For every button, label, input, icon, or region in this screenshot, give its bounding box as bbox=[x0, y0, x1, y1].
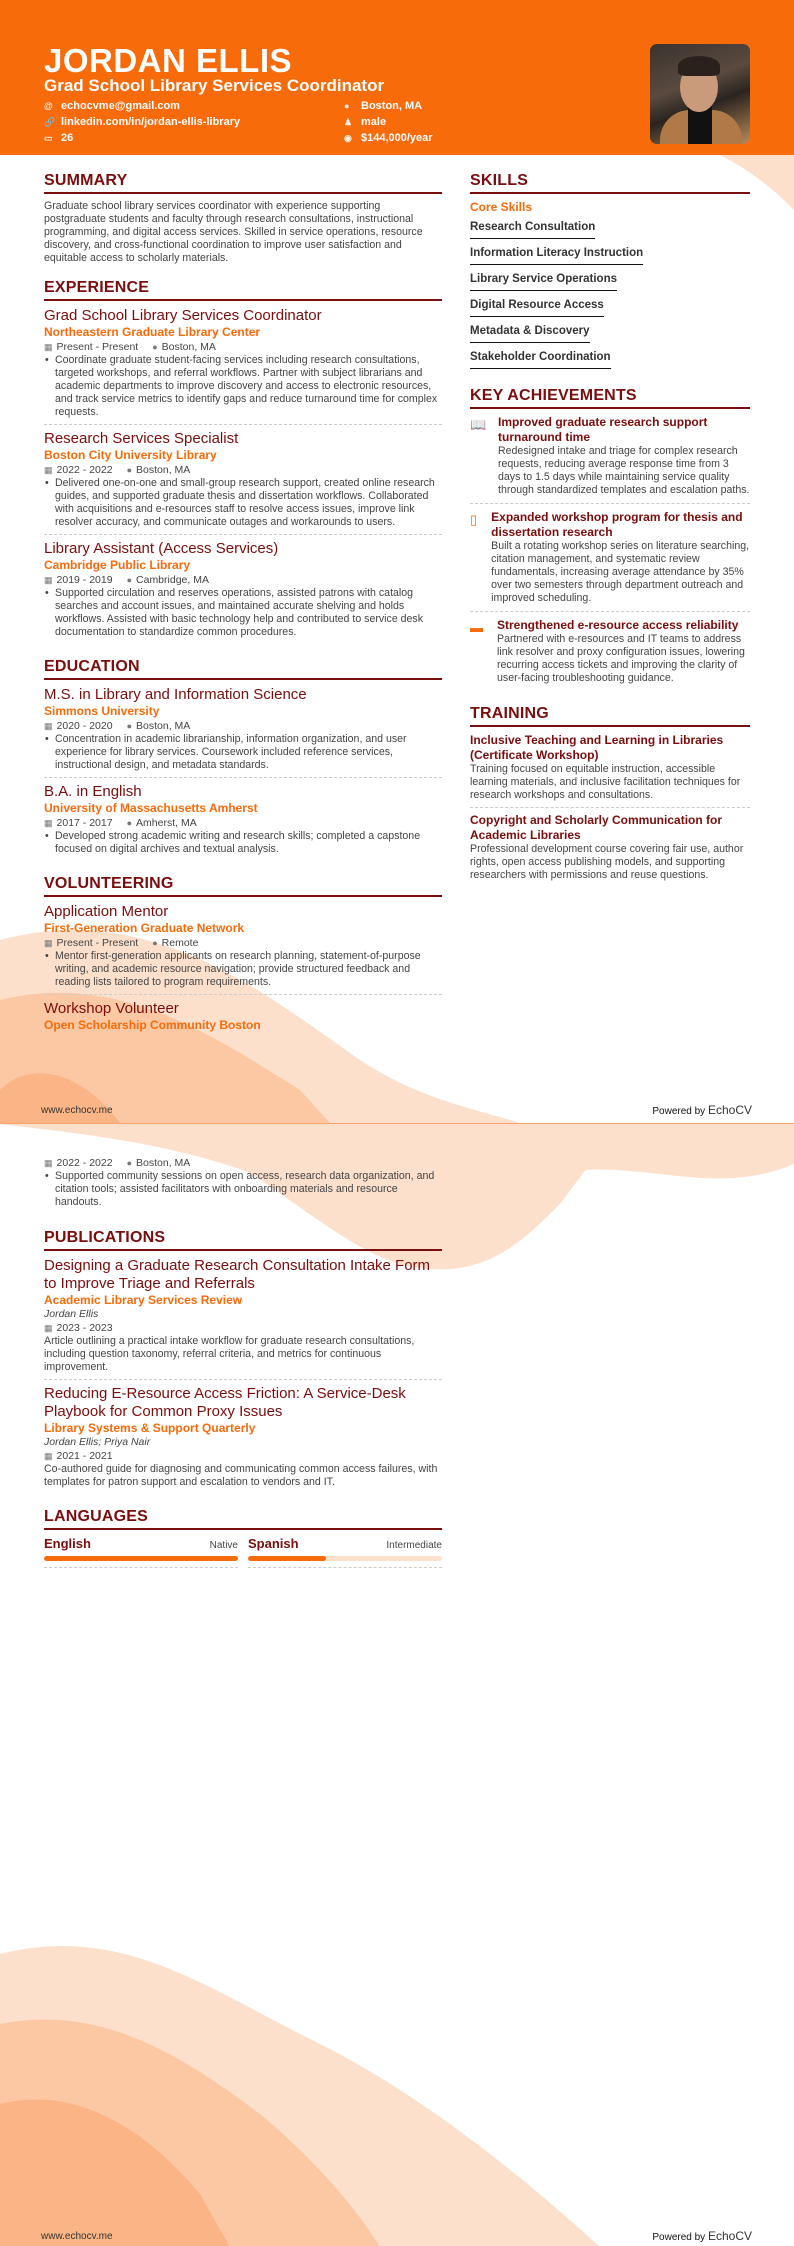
dates: 2020 - 2020 bbox=[56, 720, 113, 732]
training-section bbox=[470, 705, 750, 887]
location-pin-icon: ● bbox=[152, 342, 158, 352]
dates: 2019 - 2019 bbox=[56, 574, 113, 586]
right-column bbox=[470, 172, 750, 901]
bullet: • Mentor first-generation applicants on research planning, statement-of-purpose writing, and academic resource navigation; provide structured feedback and reading lists tailored to program requirements. bbox=[44, 950, 442, 989]
location: Boston, MA bbox=[136, 720, 191, 732]
volunteering-continued bbox=[44, 1156, 442, 1209]
language-name: English bbox=[44, 1536, 91, 1551]
skill-category: Core Skills bbox=[470, 200, 533, 214]
publisher: Library Systems & Support Quarterly bbox=[44, 1421, 256, 1435]
book-icon: 📖 bbox=[470, 417, 487, 432]
experience-item bbox=[44, 430, 442, 535]
location-pin-icon: ● bbox=[126, 1158, 133, 1168]
language-level: Intermediate bbox=[386, 1540, 442, 1551]
achievement-title: Expanded workshop program for thesis and dissertation research bbox=[491, 510, 743, 539]
dates: Present - Present bbox=[56, 341, 139, 353]
tablet-icon: ▯ bbox=[470, 512, 478, 527]
section-title: KEY ACHIEVEMENTS bbox=[470, 387, 750, 409]
left-column-continued bbox=[44, 1156, 442, 1582]
publisher: Academic Library Services Review bbox=[44, 1293, 243, 1307]
skill: Stakeholder Coordination bbox=[470, 349, 611, 369]
language-item bbox=[248, 1536, 442, 1568]
summary-section bbox=[44, 172, 442, 265]
education-item bbox=[44, 783, 442, 861]
organization: Open Scholarship Community Boston bbox=[44, 1018, 261, 1032]
organization: First-Generation Graduate Network bbox=[44, 921, 245, 935]
footer-site-link[interactable]: www.echocv.me bbox=[41, 2231, 113, 2242]
powered-by-text: Powered by bbox=[652, 2232, 706, 2243]
proficiency-fill bbox=[44, 1556, 238, 1561]
dates: 2017 - 2017 bbox=[56, 817, 113, 829]
skill: Research Consultation bbox=[470, 219, 595, 239]
degree: M.S. in Library and Information Science bbox=[44, 686, 307, 703]
publication-text: Article outlining a practical intake workflow for graduate research consultations, including question taxonomy, referral criteria, and metrics for continuous improvement. bbox=[44, 1335, 415, 1373]
candidate-title: Grad School Library Services Coordinator bbox=[44, 76, 385, 95]
skill: Library Service Operations bbox=[470, 271, 617, 291]
publication-title: Designing a Graduate Research Consultation Intake Form to Improve Triage and Referrals bbox=[44, 1257, 431, 1292]
language-item bbox=[44, 1536, 238, 1568]
location-pin-icon: ● bbox=[126, 721, 133, 731]
bullet: • Supported community sessions on open access, research data organization, and citation tools; assisted facilitators with onboarding materials and resource handouts. bbox=[44, 1170, 442, 1209]
linkedin[interactable] bbox=[44, 116, 240, 128]
proficiency-bar bbox=[44, 1556, 238, 1561]
location-pin-icon: ● bbox=[126, 575, 133, 585]
calendar-icon: ▦ bbox=[44, 1323, 53, 1333]
bullet: • Coordinate graduate student-facing services including research consultations, targeted workshops, and referral workflows. Partner with subject librarians and academic departments to improve discovery and access to electronic resources, and track service metrics to identify gaps and reduce turnaround time for complex requests. bbox=[44, 354, 442, 419]
publication-title: Reducing E-Resource Access Friction: A Service-Desk Playbook for Common Proxy Issues bbox=[44, 1385, 406, 1420]
calendar-icon: ▦ bbox=[44, 721, 53, 731]
location: Boston, MA bbox=[136, 1157, 191, 1169]
footer-powered-by[interactable] bbox=[652, 2229, 752, 2243]
calendar-icon: ▦ bbox=[44, 575, 53, 585]
volunteer-role: Workshop Volunteer bbox=[44, 1000, 179, 1017]
footer-powered-by[interactable] bbox=[652, 1103, 752, 1117]
volunteering-section bbox=[44, 875, 442, 1038]
archive-icon: ▬ bbox=[470, 620, 483, 635]
job-title: Library Assistant (Access Services) bbox=[44, 540, 279, 557]
brand-name: EchoCV bbox=[707, 1103, 752, 1117]
authors: Jordan Ellis bbox=[44, 1308, 99, 1320]
person-icon: ♟ bbox=[344, 116, 353, 127]
email[interactable] bbox=[44, 100, 180, 112]
volunteering-item bbox=[44, 903, 442, 995]
section-title: LANGUAGES bbox=[44, 1508, 442, 1530]
calendar-icon: ▦ bbox=[44, 818, 53, 828]
job-title: Research Services Specialist bbox=[44, 430, 239, 447]
skill: Information Literacy Instruction bbox=[470, 245, 643, 265]
calendar-icon: ▦ bbox=[44, 1158, 53, 1168]
volunteering-item bbox=[44, 1000, 442, 1038]
proficiency-fill bbox=[248, 1556, 326, 1561]
achievement-text: Redesigned intake and triage for complex research requests, reducing average response time from 3 days to 1.5 days while maintaining service quality through standardized templates and escalation paths. bbox=[498, 445, 750, 496]
section-title: TRAINING bbox=[470, 705, 750, 727]
achievement-item bbox=[470, 510, 750, 612]
calendar-icon: ▦ bbox=[44, 342, 53, 352]
publication-text: Co-authored guide for diagnosing and communicating common access failures, with templates for patron support and escalation to vendors and IT. bbox=[44, 1463, 438, 1488]
gender bbox=[344, 116, 386, 128]
job-title: Grad School Library Services Coordinator bbox=[44, 307, 322, 324]
section-title: SUMMARY bbox=[44, 172, 442, 194]
salary bbox=[344, 132, 433, 144]
publications-section bbox=[44, 1229, 442, 1494]
achievement-item bbox=[470, 415, 750, 504]
skill: Digital Resource Access bbox=[470, 297, 604, 317]
section-title: PUBLICATIONS bbox=[44, 1229, 442, 1251]
skill: Metadata & Discovery bbox=[470, 323, 590, 343]
achievement-title: Strengthened e-resource access reliability bbox=[497, 618, 739, 632]
training-item bbox=[470, 813, 750, 887]
money-icon: ◉ bbox=[344, 132, 352, 143]
age bbox=[44, 132, 73, 144]
training-item bbox=[470, 733, 750, 808]
location: Boston, MA bbox=[136, 464, 191, 476]
language-level: Native bbox=[209, 1540, 238, 1551]
company: Cambridge Public Library bbox=[44, 558, 191, 572]
location-pin-icon: ● bbox=[126, 818, 133, 828]
location: Cambridge, MA bbox=[136, 574, 209, 586]
location: Amherst, MA bbox=[136, 817, 197, 829]
section-title: EXPERIENCE bbox=[44, 279, 442, 301]
publication-item bbox=[44, 1257, 442, 1380]
school: University of Massachusetts Amherst bbox=[44, 801, 258, 815]
experience-item bbox=[44, 307, 442, 425]
location-pin-icon: ● bbox=[344, 101, 350, 111]
link-icon: 🔗 bbox=[44, 116, 56, 127]
brand-name: EchoCV bbox=[707, 2229, 752, 2243]
bullet: • Developed strong academic writing and research skills; completed a capstone focused on digital archives and textual analysis. bbox=[44, 830, 442, 856]
training-title: Copyright and Scholarly Communication for Academic Libraries bbox=[470, 813, 723, 842]
authors: Jordan Ellis; Priya Nair bbox=[44, 1436, 151, 1448]
company: Boston City University Library bbox=[44, 448, 217, 462]
page-2 bbox=[0, 1123, 794, 2246]
achievements-section bbox=[470, 387, 750, 691]
calendar-icon: ▦ bbox=[44, 465, 53, 475]
left-column bbox=[44, 172, 442, 1052]
dates: 2022 - 2022 bbox=[56, 464, 113, 476]
calendar-icon: ▦ bbox=[44, 1451, 53, 1461]
training-title: Inclusive Teaching and Learning in Libraries (Certificate Workshop) bbox=[470, 733, 724, 762]
company: Northeastern Graduate Library Center bbox=[44, 325, 261, 339]
location: Remote bbox=[161, 937, 199, 949]
achievement-text: Partnered with e-resources and IT teams to address link resolver and proxy configuration issues, lowering recurring access tickets and improving the clarity of user-facing troubleshooting guidance. bbox=[497, 633, 745, 684]
training-text: Professional development course covering fair use, author rights, open access publishing models, and supporting researchers with permissions and reuse questions. bbox=[470, 843, 744, 881]
salary-text: $144,000/year bbox=[361, 132, 433, 144]
experience-section bbox=[44, 279, 442, 644]
location-pin-icon: ● bbox=[152, 938, 158, 948]
age-text: 26 bbox=[61, 132, 74, 144]
location: Boston, MA bbox=[161, 341, 216, 353]
powered-by-text: Powered by bbox=[652, 1106, 706, 1117]
publication-item bbox=[44, 1385, 442, 1494]
dates: 2021 - 2021 bbox=[56, 1450, 113, 1462]
education-section bbox=[44, 658, 442, 861]
footer-site-link[interactable]: www.echocv.me bbox=[41, 1105, 113, 1116]
training-text: Training focused on equitable instruction, accessible learning materials, and inclusive facilitation techniques for research workshops and consultations. bbox=[470, 763, 741, 801]
summary-text: Graduate school library services coordinator with experience supporting postgraduate students and faculty through research consultations, instructional programming, and digital access services. Skilled in service operations, resource discovery, and cross-functional coordination to improve user satisfaction and equitable access to scholarly materials. bbox=[44, 200, 423, 264]
dates: 2023 - 2023 bbox=[56, 1322, 113, 1334]
email-text: echocvme@gmail.com bbox=[61, 100, 180, 112]
bullet: • Concentration in academic librarianship, information organization, and user experience for library services. Coursework included reference services, instructional design, and metadata standards. bbox=[44, 733, 442, 772]
education-item bbox=[44, 686, 442, 778]
candidate-name: JORDAN ELLIS bbox=[44, 42, 293, 79]
calendar-icon: ▦ bbox=[44, 938, 53, 948]
achievement-title: Improved graduate research support turnaround time bbox=[498, 415, 708, 444]
achievement-item bbox=[470, 618, 750, 691]
experience-item bbox=[44, 540, 442, 644]
calendar-icon: ▭ bbox=[44, 132, 53, 143]
dates: 2022 - 2022 bbox=[56, 1157, 113, 1169]
location bbox=[344, 100, 422, 112]
gender-text: male bbox=[361, 116, 387, 128]
linkedin-text: linkedin.com/in/jordan-ellis-library bbox=[61, 116, 241, 128]
dates: Present - Present bbox=[56, 937, 139, 949]
section-title: EDUCATION bbox=[44, 658, 442, 680]
volunteer-role: Application Mentor bbox=[44, 903, 169, 920]
school: Simmons University bbox=[44, 704, 160, 718]
bullet: • Delivered one-on-one and small-group research support, created online research guides, and supported graduate thesis and dissertation workflows. Collaborated with acquisitions and e-resources staff to resolve access issues, improve link resolver accuracy, and communicate outages and workarounds to users. bbox=[44, 477, 442, 529]
proficiency-bar bbox=[248, 1556, 442, 1561]
degree: B.A. in English bbox=[44, 783, 142, 800]
profile-photo bbox=[650, 44, 750, 144]
achievement-text: Built a rotating workshop series on literature searching, citation management, and systematic review fundamentals, increasing average attendance by 35% over two semesters through department outreach and improved scheduling. bbox=[491, 540, 750, 604]
languages-section bbox=[44, 1508, 442, 1568]
bullet: • Supported circulation and reserves operations, assisted patrons with catalog searches and account issues, and maintained accurate shelving and holds workflows. Assisted with basic technology help and contributed to service desk documentation to standardize common procedures. bbox=[44, 587, 442, 639]
location-pin-icon: ● bbox=[126, 465, 133, 475]
section-title: VOLUNTEERING bbox=[44, 875, 442, 897]
header bbox=[0, 0, 794, 155]
language-name: Spanish bbox=[248, 1536, 299, 1551]
location-text: Boston, MA bbox=[361, 100, 423, 112]
at-icon: @ bbox=[44, 101, 53, 111]
section-title: SKILLS bbox=[470, 172, 750, 194]
skills-section bbox=[470, 172, 750, 373]
